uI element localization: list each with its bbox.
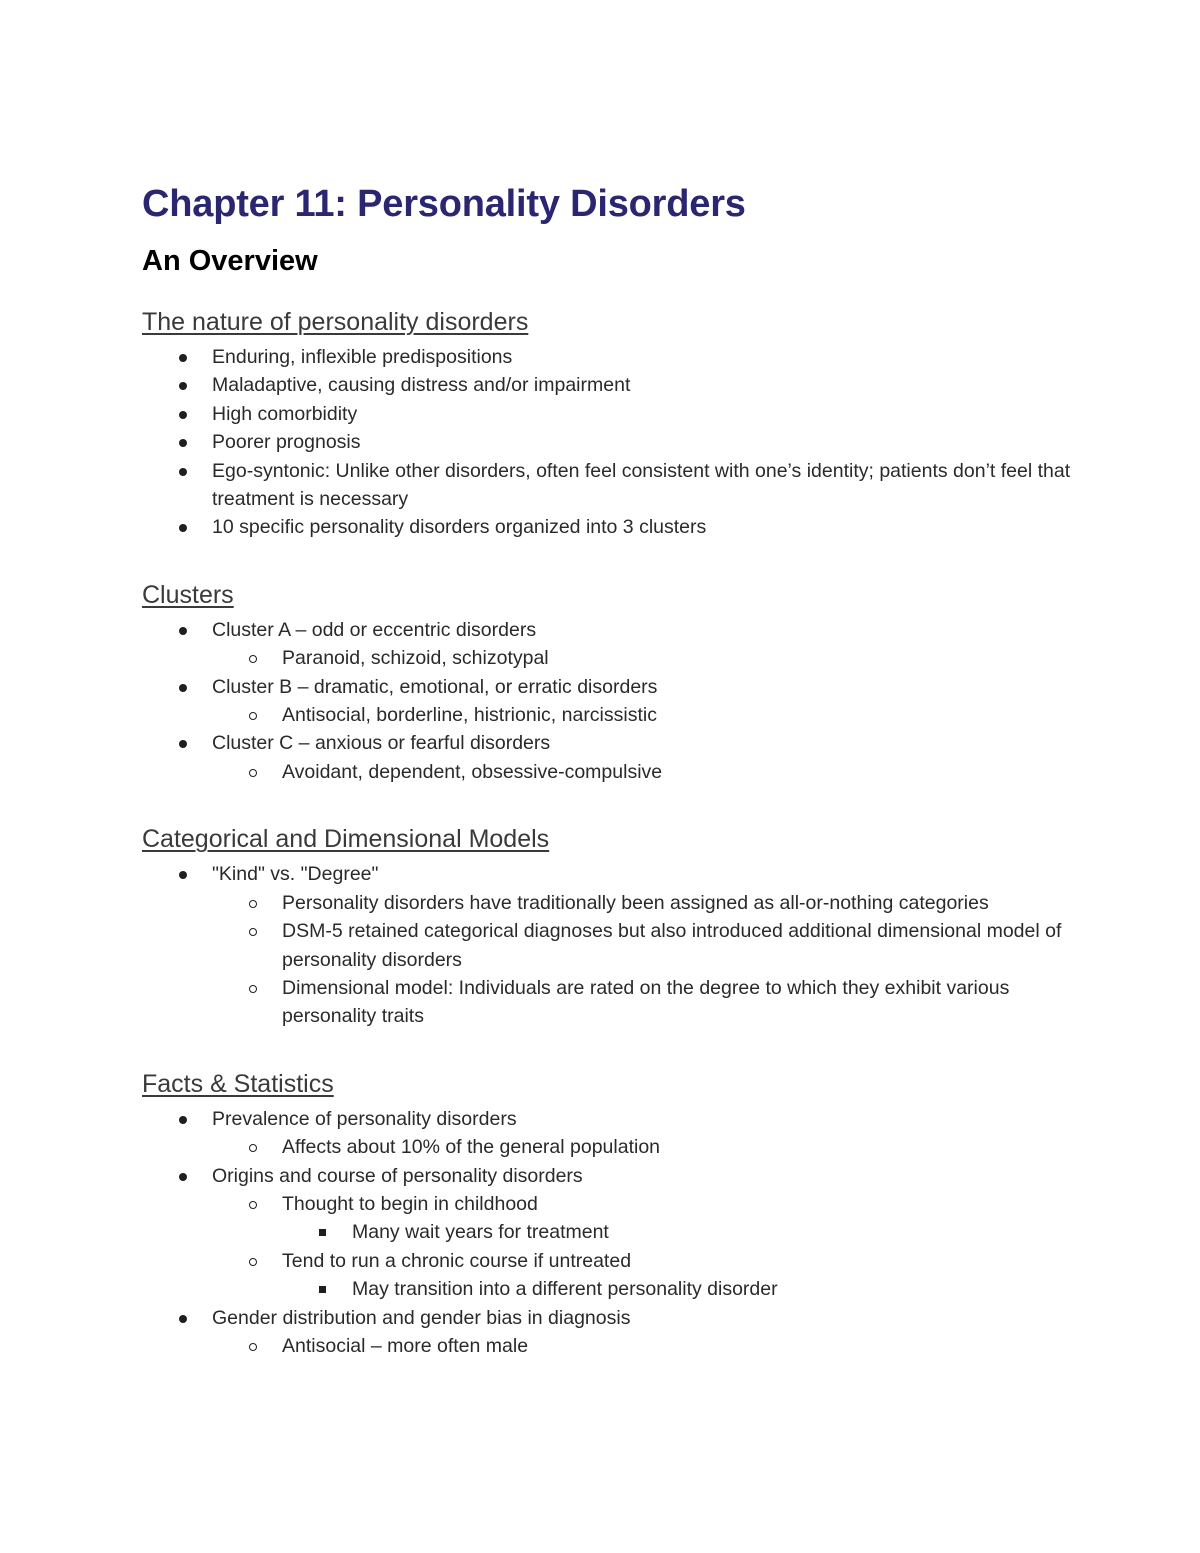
- section-heading: Clusters: [142, 580, 234, 609]
- square-bullet-icon: [319, 1229, 326, 1236]
- circle-bullet-icon: [249, 655, 257, 663]
- disc-bullet-icon: [179, 871, 187, 879]
- circle-bullet-icon: [249, 1201, 257, 1209]
- list-item-text: 10 specific personality disorders organized into 3 clusters: [212, 516, 707, 539]
- list-item: [142, 1162, 1100, 1304]
- sub-sub-list-item: [282, 1218, 1100, 1246]
- sub-list: [212, 1133, 1100, 1161]
- list-item: [142, 457, 1100, 514]
- list-item: [142, 673, 1100, 730]
- disc-bullet-icon: [179, 684, 187, 692]
- disc-bullet-icon: [179, 627, 187, 635]
- list-item: [142, 400, 1100, 428]
- list-item: [142, 371, 1100, 399]
- sub-list-item: [212, 1133, 1100, 1161]
- list-item-text: Many wait years for treatment: [352, 1221, 609, 1244]
- disc-bullet-icon: [179, 1116, 187, 1124]
- list-item-text: Ego-syntonic: Unlike other disorders, often feel consistent with one’s identity; patients don’t feel that treatment is necessary: [212, 459, 1071, 511]
- list-item: [142, 513, 1100, 541]
- bullet-list: [142, 343, 1100, 542]
- disc-bullet-icon: [179, 411, 187, 419]
- list-item-text: High comorbidity: [212, 402, 358, 425]
- sub-list: [212, 758, 1100, 786]
- disc-bullet-icon: [179, 740, 187, 748]
- sub-list-item: [212, 1332, 1100, 1360]
- sub-list-item: [212, 701, 1100, 729]
- disc-bullet-icon: [179, 382, 187, 390]
- list-item-text: Enduring, inflexible predispositions: [212, 346, 513, 368]
- square-bullet-icon: [319, 1286, 326, 1293]
- disc-bullet-icon: [179, 1173, 187, 1181]
- circle-bullet-icon: [249, 928, 257, 936]
- list-item-text: Cluster A – odd or eccentric disorders: [212, 618, 537, 641]
- circle-bullet-icon: [249, 1258, 257, 1266]
- list-item-text: Avoidant, dependent, obsessive-compulsive: [282, 760, 663, 783]
- section-clusters: [142, 580, 1100, 786]
- bullet-list: [142, 860, 1100, 1030]
- sub-list-item: [212, 1247, 1100, 1304]
- list-item-text: Antisocial, borderline, histrionic, narcissistic: [282, 704, 657, 727]
- bullet-list: [142, 1105, 1100, 1361]
- sub-list-item: [212, 1190, 1100, 1247]
- section-heading: The nature of personality disorders: [142, 308, 529, 336]
- sub-list: [212, 701, 1100, 729]
- list-item-text: Origins and course of personality disorders: [212, 1164, 583, 1187]
- list-item: [142, 729, 1100, 786]
- section-heading: Facts & Statistics: [142, 1069, 334, 1098]
- list-item-text: Affects about 10% of the general population: [282, 1136, 661, 1159]
- sub-list: [212, 1332, 1100, 1360]
- list-item-text: May transition into a different personality disorder: [352, 1278, 778, 1301]
- list-item: [142, 1105, 1100, 1162]
- sub-sub-list: [282, 1275, 1100, 1303]
- list-item: [142, 860, 1100, 1030]
- disc-bullet-icon: [179, 439, 187, 447]
- section-facts: [142, 1069, 1100, 1361]
- list-item-text: Gender distribution and gender bias in diagnosis: [212, 1306, 631, 1329]
- sub-list: [212, 889, 1100, 1031]
- sub-list-item: [212, 889, 1100, 917]
- circle-bullet-icon: [249, 900, 257, 908]
- list-item-text: Cluster B – dramatic, emotional, or erratic disorders: [212, 675, 658, 698]
- circle-bullet-icon: [249, 1343, 257, 1351]
- list-item-text: Antisocial – more often male: [282, 1334, 529, 1357]
- sub-sub-list-item: [282, 1275, 1100, 1303]
- list-item-text: "Kind" vs. "Degree": [212, 863, 379, 886]
- list-item-text: Prevalence of personality disorders: [212, 1107, 517, 1130]
- disc-bullet-icon: [179, 354, 187, 362]
- bullet-list: [142, 616, 1100, 786]
- overview-heading: An Overview: [142, 245, 318, 277]
- list-item-text: Maladaptive, causing distress and/or impairment: [212, 374, 631, 397]
- sub-list-item: [212, 644, 1100, 672]
- section-nature: [142, 307, 1100, 542]
- circle-bullet-icon: [249, 985, 257, 993]
- sub-list: [212, 1190, 1100, 1304]
- sub-sub-list: [282, 1218, 1100, 1246]
- list-item: [142, 1304, 1100, 1361]
- list-item-text: Tend to run a chronic course if untreated: [282, 1249, 632, 1272]
- list-item-text: Cluster C – anxious or fearful disorders: [212, 732, 551, 755]
- list-item: [142, 343, 1100, 371]
- list-item-text: Personality disorders have traditionally been assigned as all-or-nothing categories: [282, 891, 989, 914]
- disc-bullet-icon: [179, 1315, 187, 1323]
- sub-list-item: [212, 917, 1100, 974]
- list-item-text: Thought to begin in childhood: [282, 1192, 538, 1215]
- list-item-text: Poorer prognosis: [212, 431, 361, 454]
- circle-bullet-icon: [249, 1144, 257, 1152]
- list-item: [142, 428, 1100, 456]
- list-item-text: DSM-5 retained categorical diagnoses but also introduced additional dimensional model of personality disorders: [282, 920, 1062, 971]
- list-item: [142, 616, 1100, 673]
- document-title: Chapter 11: Personality Disorders: [142, 183, 746, 225]
- section-models: [142, 824, 1100, 1030]
- list-item-text: Paranoid, schizoid, schizotypal: [282, 647, 549, 670]
- sub-list: [212, 644, 1100, 672]
- section-heading: Categorical and Dimensional Models: [142, 825, 550, 854]
- disc-bullet-icon: [179, 468, 187, 476]
- disc-bullet-icon: [179, 524, 187, 532]
- sub-list-item: [212, 974, 1100, 1031]
- list-item-text: Dimensional model: Individuals are rated on the degree to which they exhibit various personality traits: [282, 976, 1010, 1028]
- circle-bullet-icon: [249, 712, 257, 720]
- sub-list-item: [212, 758, 1100, 786]
- circle-bullet-icon: [249, 769, 257, 777]
